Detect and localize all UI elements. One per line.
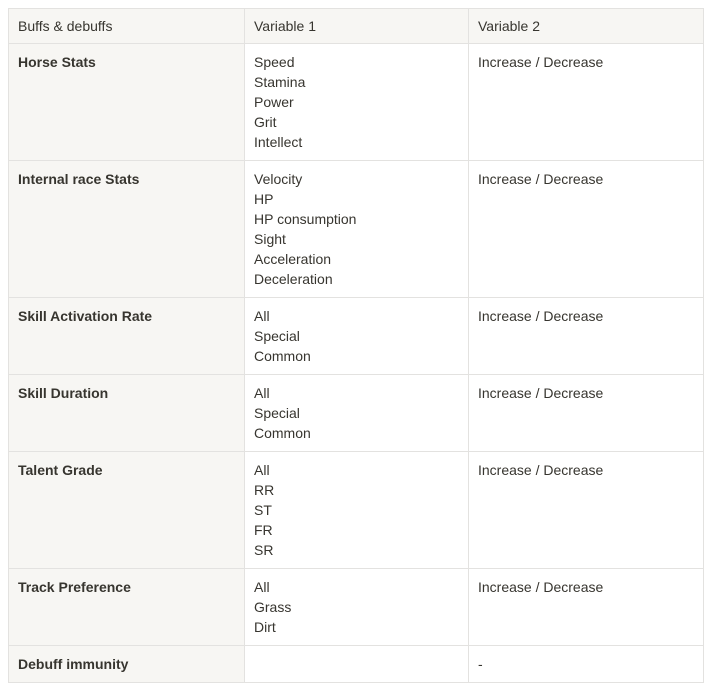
variable-1-cell [245,375,469,452]
variable-1-item: Stamina [254,74,306,90]
table-row [9,298,704,375]
header-cell-variable-2: Variable 2 [469,9,704,44]
variable-2-cell: Increase / Decrease [469,44,704,161]
row-label: Internal race Stats [9,161,245,298]
row-label: Skill Duration [9,375,245,452]
table-container [8,8,704,683]
variable-1-cell [245,569,469,646]
variable-1-cell [245,452,469,569]
variable-1-item: All [254,308,270,324]
variable-1-item: Deceleration [254,271,333,287]
row-label: Horse Stats [9,44,245,161]
variable-2-cell: Increase / Decrease [469,375,704,452]
variable-1-item: Common [254,425,311,441]
variable-1-item: HP [254,191,274,207]
variable-1-item: FR [254,522,273,538]
row-label: Track Preference [9,569,245,646]
variable-1-item: RR [254,482,275,498]
header-cell-variable-1: Variable 1 [245,9,469,44]
variable-2-cell: Increase / Decrease [469,452,704,569]
variable-1-item: ST [254,502,272,518]
variable-1-item: Grass [254,599,292,615]
table-body [9,44,704,683]
variable-1-item: Acceleration [254,251,332,267]
variable-2-cell: Increase / Decrease [469,161,704,298]
variable-1-item: Velocity [254,171,303,187]
variable-1-item: SR [254,542,274,558]
variable-1-item: Grit [254,114,277,130]
variable-2-cell: Increase / Decrease [469,569,704,646]
table-row [9,569,704,646]
variable-1-item: Special [254,328,300,344]
table-header-row [9,9,704,44]
variable-1-item: Special [254,405,300,421]
header-cell-buffs-debuffs: Buffs & debuffs [9,9,245,44]
table-row [9,161,704,298]
variable-2-cell: - [469,646,704,683]
variable-1-item: All [254,385,270,401]
row-label: Talent Grade [9,452,245,569]
variable-1-item: Sight [254,231,286,247]
row-label: Debuff immunity [9,646,245,683]
variable-1-cell [245,44,469,161]
buffs-debuffs-table [8,8,704,683]
variable-1-item: All [254,579,270,595]
variable-1-item: Power [254,94,294,110]
variable-1-item: Intellect [254,134,303,150]
variable-1-item: Common [254,348,311,364]
row-label: Skill Activation Rate [9,298,245,375]
variable-1-item: Speed [254,54,295,70]
table-row [9,375,704,452]
variable-2-cell: Increase / Decrease [469,298,704,375]
table-row [9,646,704,683]
table-row [9,44,704,161]
variable-1-cell [245,298,469,375]
variable-1-cell [245,646,469,683]
variable-1-item: All [254,462,270,478]
variable-1-item: HP consumption [254,211,357,227]
table-row [9,452,704,569]
variable-1-item: Dirt [254,619,276,635]
variable-1-cell [245,161,469,298]
